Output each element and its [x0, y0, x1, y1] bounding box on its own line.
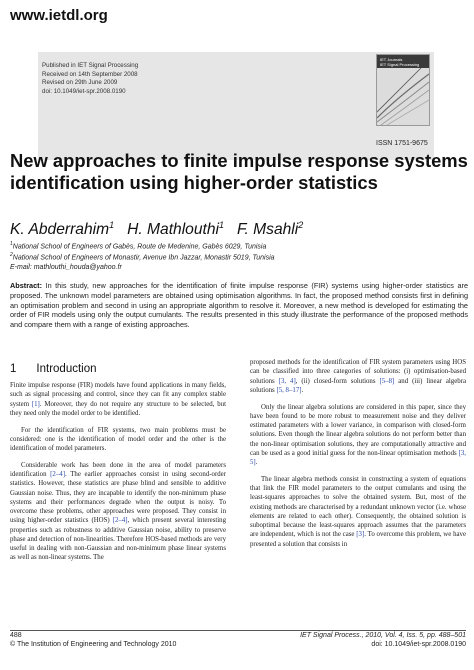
paragraph-text: , which present several interesting properties such as robustness to additive Gaussian noise, ability to preserve phase and detection of non-linearities. Therefore HOS-based methods are very useful in dealing with non-Gaussian and non-minimum phase linear systems as well as non-linear systems. The: [10, 517, 227, 562]
author-name: H. Mathlouthi: [127, 221, 219, 239]
paragraph-text: Finite impulse response (FIR) models have found applications in many fields, such as signal processing and control, since they can fit any complex stable system: [10, 382, 226, 408]
section-number: 1: [10, 363, 17, 375]
paragraph: [10, 381, 226, 418]
author-affil-mark: 2: [298, 220, 304, 230]
author-affil-mark: 1: [218, 220, 224, 230]
paragraph-text: . To overcome this problem, we have presented a solution that consists in: [250, 531, 466, 548]
page-number: 488: [10, 632, 22, 639]
author-name: K. Abderrahim: [10, 221, 110, 239]
affiliation: $^2$National School of Engineers of Monastir, Avenue Ibn Jazzar, Monastir 5019, Tunisia: [10, 252, 275, 262]
paragraph: [250, 403, 466, 468]
paragraph-text: . Moreover, they do not require any structure to be selected, but they need only the model order to be identified.: [10, 400, 226, 417]
cover-line-1: IET Journals: [380, 57, 403, 62]
footer-doi[interactable]: doi: 10.1049/iet-spr.2008.0190: [371, 641, 466, 648]
cover-line-2: IET Signal Processing: [380, 62, 420, 67]
citation-link[interactable]: [1]: [31, 400, 40, 408]
citation-link[interactable]: [2–4]: [112, 517, 128, 525]
author-email[interactable]: E-mail: mathlouthi_houda@yahoo.fr: [10, 263, 122, 271]
paragraph: [10, 461, 226, 563]
pub-doi: doi: 10.1049/iet-spr.2008.0190: [42, 87, 126, 95]
paper-title: New approaches to finite impulse response systems identification using higher-order statistics: [10, 150, 468, 193]
citation-link[interactable]: [5–8]: [379, 377, 395, 385]
citation-link[interactable]: [3, 5]: [250, 449, 466, 466]
abstract: [10, 281, 468, 330]
paragraph-text: The linear algebra methods consist in constructing a system of equations that link the FIR model parameters to the output cumulants and using the least-squares approaches to solve the obtained system. But, most of the existing methods are characterised by a redundant unknown vector (i.e. whose elements are related to each other). Consequently, the obtained solution is suboptimal because the least-squares approach assumes that the parameters are independent, which is not the case: [250, 475, 466, 539]
affiliations: [10, 240, 275, 272]
abstract-text: In this study, new approaches for the identification of finite impulse response (FIR) systems using higher-order statistics are proposed. The unknown model parameters are obtained using optimisation algorithms. In fact, the proposed method consists first in defining an optimisation problem and second in using an appropriate algorithm to resolve it. Moreover, a new method is developed for estimating the order of FIR models using only the output cumulants. The results presented in this study illustrate the performance of the proposed methods and compare them with a range of existing approaches.: [10, 281, 468, 330]
paragraph-text: and (iii) linear algebra solutions: [250, 377, 466, 394]
paragraph-text: , (ii) closed-form solutions: [295, 377, 380, 385]
footer-right: [300, 631, 466, 649]
cover-artwork: [377, 68, 429, 125]
copyright: © The Institution of Engineering and Technology 2010: [10, 641, 177, 648]
citation-link[interactable]: [2–4]: [50, 471, 65, 478]
paragraph: [250, 475, 466, 549]
footer-left: [10, 631, 176, 649]
paragraph: [250, 358, 466, 395]
author-name: F. Msahli: [237, 221, 299, 239]
paragraph-text: For the identification of FIR systems, two main problems must be considered: one is the identification of model order and the other is the identification of model parameters.: [10, 426, 226, 452]
abstract-label: Abstract:: [10, 281, 43, 290]
paragraph-text: .: [255, 459, 258, 466]
issn: ISSN 1751-9675: [376, 140, 428, 147]
pub-received: Received on 14th September 2008: [42, 70, 138, 78]
affiliation: $^1$National School of Engineers of Gabès, Route de Medenine, Gabès 6029, Tunisia: [10, 241, 267, 251]
paragraph-text: .: [301, 386, 304, 394]
author-affil-mark: 1: [109, 220, 115, 230]
paragraph-text: . The earlier approaches consist in using second-order statistics. However, these statistics are phase blind and sensible to additive Gaussian noise. Thus, they are incapable to identify the non-minimum phase systems and their performances degrade when the output is noisy. To overcome these problems, other approaches were proposed. They consist in using higher-order statistics (HOS): [10, 471, 226, 525]
pub-journal: Published in IET Signal Processing: [42, 62, 139, 69]
pub-revised: Revised on 29th June 2009: [42, 79, 118, 86]
citation-link[interactable]: [3, 4]: [278, 377, 296, 385]
section-heading: [10, 363, 97, 375]
right-column: [250, 358, 466, 556]
publication-info: [42, 62, 138, 96]
paragraph: [10, 426, 226, 454]
journal-citation: IET Signal Process., 2010, Vol. 4, Iss. 5, pp. 488–501: [300, 632, 466, 639]
citation-link[interactable]: [5, 8–17]: [276, 386, 302, 394]
paragraph-text: Considerable work has been done in the area of model parameters identification: [10, 461, 226, 478]
left-column: [10, 381, 226, 570]
site-url[interactable]: www.ietdl.org: [10, 7, 108, 24]
section-title: Introduction: [36, 363, 97, 375]
citation-link[interactable]: [3]: [356, 531, 365, 539]
author-list: [10, 220, 303, 239]
paragraph-text: proposed methods for the identification of FIR system parameters using HOS can be classified into three categories of solutions: (i) optimisation-based solutions: [250, 359, 466, 385]
journal-cover-image: [376, 54, 430, 126]
paragraph-text: Only the linear algebra solutions are considered in this paper, since they have been found to be more robust to measurement noise and they deliver estimated parameters with a lower variance, in comparison with closed-form solutions. Even though the linear algebra solutions do not perform better than the non-linear optimisation solutions, they are computationally attractive and can be used as a good initial guess for the non-linear optimisation methods: [250, 403, 466, 457]
